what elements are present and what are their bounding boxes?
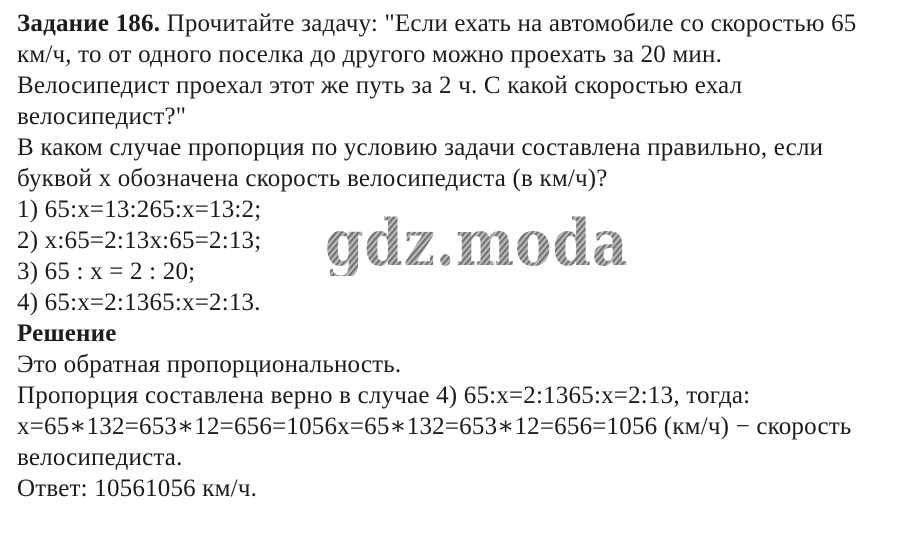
task-number: Задание 186.	[17, 10, 161, 37]
task-text-line-4: велосипедист?"	[17, 103, 187, 130]
option-4: 4) 65:x=2:1365:x=2:13.	[17, 289, 261, 316]
task-text-line-3: Велосипедист проехал этот же путь за 2 ч. С какой скоростью ехал	[17, 72, 743, 99]
solution-document	[17, 8, 904, 504]
option-2: 2) x:65=2:13x:65=2:13;	[17, 227, 262, 254]
question-line-2: буквой x обозначена скорость велосипедиста (в км/ч)?	[17, 165, 608, 192]
task-text-line-2: км/ч, то от одного поселка до другого можно проехать за 20 мин.	[17, 41, 723, 68]
question-line-1: В каком случае пропорция по условию задачи составлена правильно, если	[17, 134, 824, 161]
answer-line: Ответ: 10561056 км/ч.	[17, 475, 258, 502]
task-title-line	[17, 8, 904, 39]
option-3: 3) 65 : x = 2 : 20;	[17, 258, 196, 285]
solution-line-1: Это обратная пропорциональность.	[17, 351, 402, 378]
gdz-moda-watermark: gdz.moda	[325, 206, 629, 281]
solution-line-3: x=65∗132=653∗12=656=1056x=65∗132=653∗12=656=1056 (км/ч) − скорость	[17, 413, 852, 440]
solution-line-4: велосипедиста.	[17, 444, 183, 471]
option-1: 1) 65:x=13:265:x=13:2;	[17, 196, 262, 223]
task-text-line-1: Прочитайте задачу: "Если ехать на автомобиле со скоростью 65	[160, 10, 857, 37]
solution-line-2: Пропорция составлена верно в случае 4) 65:x=2:1365:x=2:13, тогда:	[17, 382, 751, 409]
solution-heading: Решение	[17, 320, 117, 347]
